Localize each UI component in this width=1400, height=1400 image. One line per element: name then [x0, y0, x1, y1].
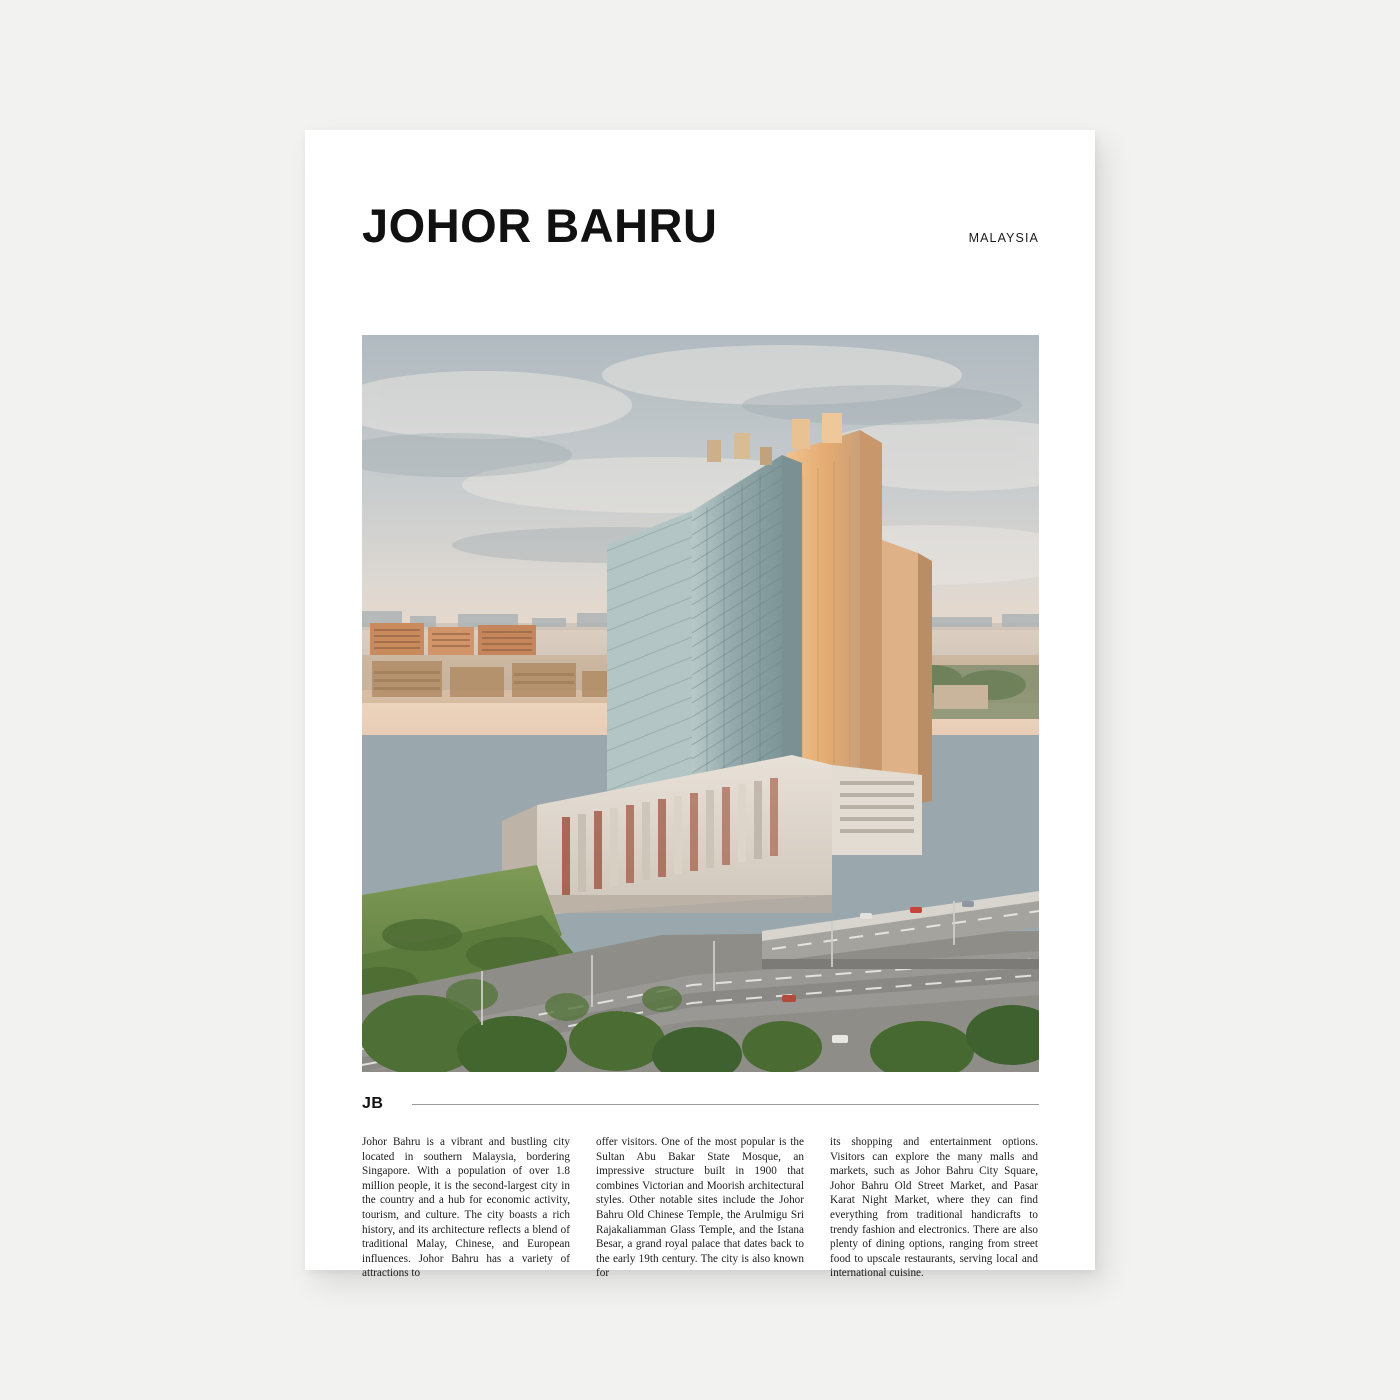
- photograph-illustration: [362, 335, 1039, 1072]
- country-label: MALAYSIA: [968, 231, 1039, 245]
- caption-label: JB: [362, 1095, 384, 1112]
- horizontal-divider: [412, 1104, 1039, 1105]
- poster-sheet: [305, 130, 1095, 1280]
- poster-header: [362, 200, 1039, 262]
- body-column-3: its shopping and entertainment options. Visitors can explore the many malls and markets, such as Johor Bahru City Square, Johor Bahru Old Street Market, and Pasar Karat Night Market, where they can find everything from traditional handicrafts to trendy fashion and electronics. There are also plenty of dining options, ranging from street food to upscale restaurants, serving local and international cuisine.: [830, 1136, 1038, 1280]
- body-column-2: offer visitors. One of the most popular is the Sultan Abu Bakar State Mosque, an impressive structure built in 1900 that combines Victorian and Moorish architectural styles. Other notable sites include the Johor Bahru Old Chinese Temple, the Arulmigu Sri Rajakaliamman Glass Temple, and the Istana Besar, a grand royal palace that dates back to the early 19th century. The city is also known for: [596, 1136, 804, 1280]
- caption-rule-row: [362, 1095, 1039, 1115]
- page-title: JOHOR BAHRU: [362, 199, 718, 252]
- body-column-1: Johor Bahru is a vibrant and bustling city located in southern Malaysia, bordering Singapore. With a population of over 1.8 million people, it is the second-largest city in the country and a hub for economic activity, tourism, and culture. The city boasts a rich history, and its architecture reflects a blend of traditional Malay, Chinese, and European influences. Johor Bahru has a variety of attractions to: [362, 1136, 570, 1280]
- body-text-columns: [362, 1135, 1039, 1281]
- poster-photograph: [362, 335, 1039, 1072]
- poster-content: [362, 199, 1039, 1280]
